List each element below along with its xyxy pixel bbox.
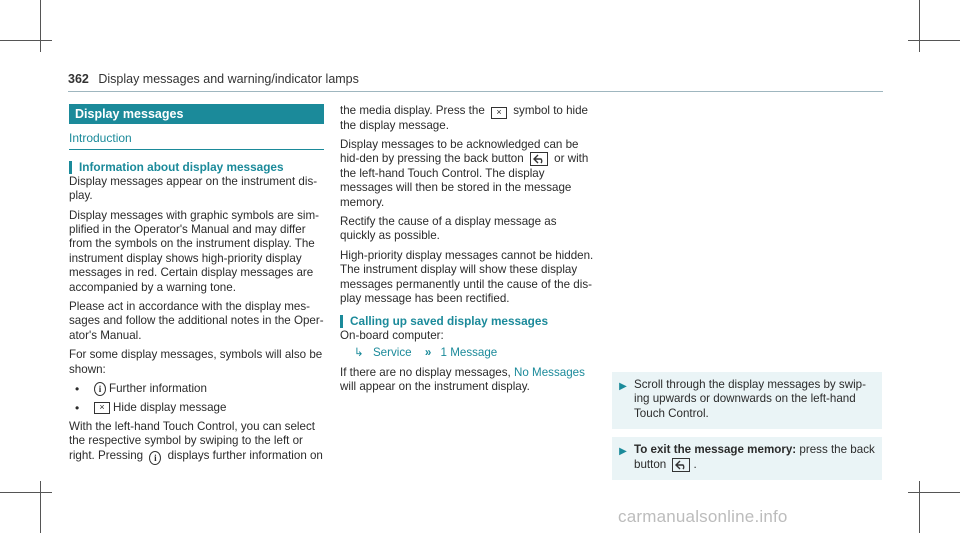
crop-mark [919, 481, 920, 533]
header-rule [68, 91, 883, 92]
crop-mark [908, 40, 960, 41]
info-heading-text: Information about display messages [79, 160, 284, 175]
paragraph [69, 420, 324, 465]
close-icon: × [491, 107, 507, 119]
step-text: Scroll through the display messages by swip-ing upwards or downwards on the left-hand Touch Control. [634, 378, 866, 420]
text: If there are no display messages, [340, 365, 511, 379]
header-title: Display messages and warning/indicator lamps [98, 72, 359, 86]
column-middle [340, 104, 595, 399]
list-item-label: Further information [109, 382, 207, 396]
close-icon: × [94, 402, 110, 414]
paragraph: Please act in accordance with the display mes-sages and follow the additional notes in the Oper-ator's Manual. [69, 300, 324, 342]
path-arrow-icon: ↳ [354, 346, 364, 360]
step [612, 372, 882, 429]
paragraph [340, 138, 595, 210]
column-right [612, 104, 882, 480]
paragraph: Display messages with graphic symbols are sim-plified in the Operator's Manual and may differ from the symbols on the instrument display. The instrument display shows high-priority display messages in red. Certain display messages are accompanied by a warning tone. [69, 208, 319, 294]
text: press the back button [634, 443, 875, 471]
paragraph: On-board computer: [340, 328, 444, 342]
paragraph: Display messages appear on the instrument dis-play. [69, 174, 318, 203]
list-item-label: Hide display message [113, 400, 227, 414]
bullet: • [75, 400, 80, 415]
back-button-icon [672, 458, 690, 472]
text: or with the left-hand Touch Control. The display messages will then be stored in the message memory. [340, 152, 589, 209]
heading-marker [340, 315, 343, 328]
list-item [69, 401, 324, 415]
path-service: Service [372, 346, 412, 360]
subsection-title: Introduction [69, 131, 324, 150]
paragraph: High-priority display messages cannot be hidden. The instrument display will show these display messages permanently until the cause of the dis-play message has been rectified. [340, 248, 594, 305]
step-icon: ▶ [619, 381, 627, 392]
crop-mark [919, 0, 920, 52]
info-icon: i [94, 382, 106, 396]
running-header [68, 72, 359, 86]
calling-heading-text: Calling up saved display messages [350, 314, 549, 329]
watermark: carmanualsonline.info [618, 507, 788, 526]
paragraph: Rectify the cause of a display message as quickly as possible. [340, 214, 557, 243]
crop-mark [40, 0, 41, 52]
info-heading [69, 160, 324, 174]
paragraph [340, 104, 595, 133]
path-separator-icon: » [424, 346, 432, 360]
text: Display messages to be acknowledged can be hid-den by pressing the back button [340, 137, 579, 166]
path-message: 1 Message [440, 346, 498, 360]
step-bold: To exit the message memory: [634, 443, 797, 457]
step-icon: ▶ [619, 446, 627, 458]
no-messages-label: No Messages [514, 365, 585, 379]
text: displays further information on [167, 448, 323, 462]
crop-mark [908, 492, 960, 493]
text: will appear on the instrument display. [340, 380, 530, 393]
crop-mark [40, 481, 41, 533]
crop-mark [0, 40, 52, 41]
bullet: • [75, 382, 80, 397]
column-left [69, 104, 324, 470]
text: the media display. Press the [340, 104, 485, 117]
info-icon: i [149, 451, 161, 465]
paragraph: For some display messages, symbols will also be shown: [69, 348, 323, 376]
paragraph [340, 366, 595, 395]
calling-heading [340, 314, 595, 328]
step-text: To exit the message memory: press the back button . [634, 443, 875, 471]
back-button-icon [530, 152, 548, 166]
crop-mark [0, 492, 52, 493]
heading-marker [69, 161, 72, 174]
list-item [69, 382, 324, 396]
section-title: Display messages [69, 104, 324, 124]
page-number: 362 [68, 72, 89, 86]
step [612, 437, 882, 480]
menu-path [340, 346, 595, 360]
text: With the left-hand Touch Control, you can select the respective symbol by swiping to the left or right. Pressing [69, 419, 315, 462]
symbol-list [69, 382, 324, 415]
text: symbol to hide the display message. [340, 104, 589, 132]
